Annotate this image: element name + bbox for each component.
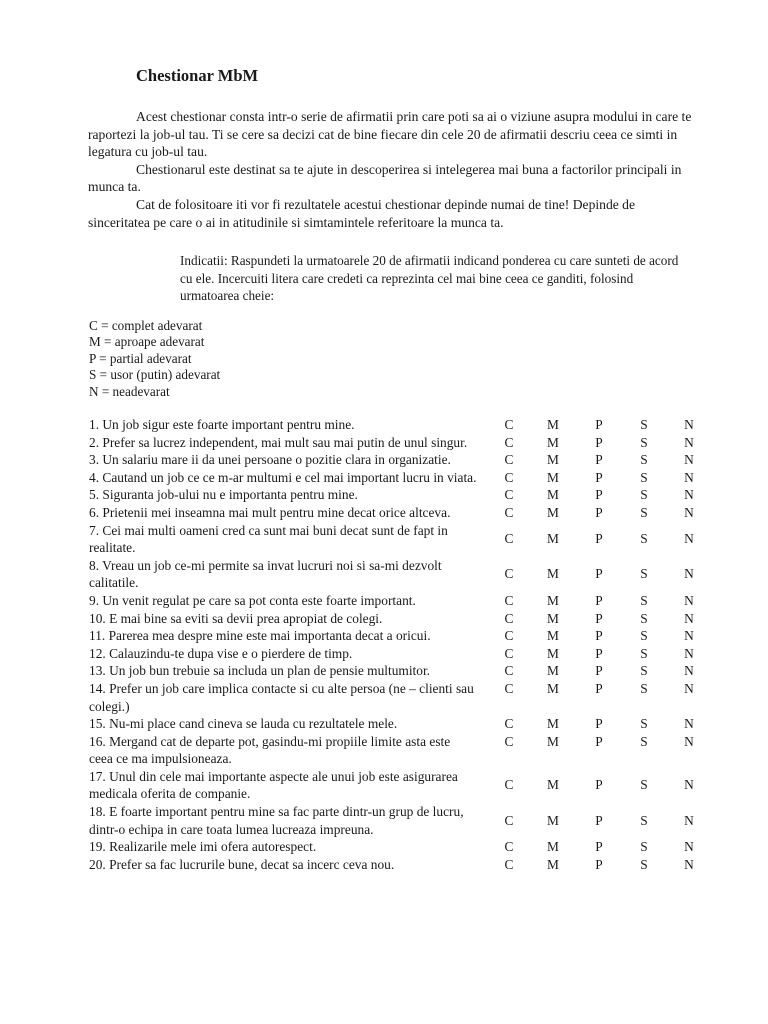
legend-item: M = aproape adevarat (89, 334, 205, 350)
question-text: 9. Un venit regulat pe care sa pot conta este foarte important. (89, 592, 416, 608)
answer-options (89, 627, 709, 645)
answer-option-p[interactable]: P (595, 645, 603, 661)
answer-option-p[interactable]: P (595, 566, 603, 582)
question-row (89, 680, 709, 715)
question-row (89, 803, 709, 838)
answer-option-m[interactable]: M (547, 566, 559, 582)
answer-option-s[interactable]: S (640, 452, 648, 468)
answer-option-c[interactable]: C (504, 777, 514, 793)
answer-option-n[interactable]: N (684, 733, 694, 749)
answer-options (89, 768, 709, 803)
answer-option-m[interactable]: M (547, 592, 559, 608)
answer-option-s[interactable]: S (640, 716, 648, 732)
question-text: 19. Realizarile mele imi ofera autorespect. (89, 839, 317, 855)
question-row (89, 522, 709, 557)
question-text: 15. Nu-mi place cand cineva se lauda cu rezultatele mele. (89, 716, 398, 732)
answer-option-p[interactable]: P (595, 487, 603, 503)
answer-option-p[interactable]: P (595, 531, 603, 547)
question-row (89, 416, 709, 434)
answer-options (89, 592, 709, 610)
answer-option-c[interactable]: C (504, 628, 514, 644)
answer-key-legend (89, 318, 220, 400)
answer-option-s[interactable]: S (640, 733, 648, 749)
question-row (89, 856, 709, 874)
answer-options (89, 486, 709, 504)
question-row (89, 557, 709, 592)
answer-option-p[interactable]: P (595, 680, 603, 696)
answer-option-n[interactable]: N (684, 856, 694, 872)
answer-option-m[interactable]: M (547, 856, 559, 872)
answer-option-m[interactable]: M (547, 663, 559, 679)
answer-option-s[interactable]: S (640, 856, 648, 872)
answer-option-n[interactable]: N (684, 417, 694, 432)
answer-option-m[interactable]: M (547, 812, 559, 828)
indications-text: Indicatii: Raspundeti la urmatoarele 20 de afirmatii indicand ponderea cu care sunteti de acord cu ele. Incercuiti litera care credeti ca reprezinta cel mai bine ceea ce ganditi, folosind urmatoarea cheie: (180, 253, 679, 304)
answer-option-m[interactable]: M (547, 417, 559, 432)
answer-option-m[interactable]: M (547, 452, 559, 468)
answer-option-n[interactable]: N (684, 469, 694, 485)
answer-option-c[interactable]: C (504, 504, 514, 520)
answer-option-p[interactable]: P (595, 504, 603, 520)
question-row (89, 627, 709, 645)
answer-option-n[interactable]: N (684, 504, 694, 520)
answer-option-s[interactable]: S (640, 663, 648, 679)
answer-option-n[interactable]: N (684, 487, 694, 503)
answer-option-s[interactable]: S (640, 812, 648, 828)
question-row (89, 469, 709, 487)
answer-option-m[interactable]: M (547, 716, 559, 732)
answer-option-n[interactable]: N (684, 566, 694, 582)
legend-item: P = partial adevarat (89, 350, 192, 366)
answer-option-s[interactable]: S (640, 417, 648, 432)
answer-option-c[interactable]: C (504, 645, 514, 661)
answer-option-s[interactable]: S (640, 592, 648, 608)
question-text: 1. Un job sigur este foarte important pentru mine. (89, 417, 355, 432)
answer-option-s[interactable]: S (640, 566, 648, 582)
answer-option-s[interactable]: S (640, 487, 648, 503)
answer-option-p[interactable]: P (595, 733, 603, 749)
question-text: 13. Un job bun trebuie sa includa un plan de pensie multumitor. (89, 663, 431, 679)
answer-options (89, 469, 709, 487)
answer-option-s[interactable]: S (640, 645, 648, 661)
page-title: Chestionar MbM (136, 66, 259, 85)
answer-option-s[interactable]: S (640, 680, 648, 696)
answer-option-p[interactable]: P (595, 716, 603, 732)
answer-options (89, 662, 709, 680)
answer-option-m[interactable]: M (547, 628, 559, 644)
answer-option-c[interactable]: C (504, 856, 514, 872)
question-text: 17. Unul din cele mai importante aspecte ale unui job este asigurarea medicala oferita de companie. (89, 768, 458, 802)
answer-option-n[interactable]: N (684, 716, 694, 732)
question-row (89, 838, 709, 856)
answer-option-m[interactable]: M (547, 610, 559, 626)
answer-option-p[interactable]: P (595, 434, 603, 450)
answer-option-p[interactable]: P (595, 592, 603, 608)
question-row (89, 610, 709, 628)
answer-option-m[interactable]: M (547, 645, 559, 661)
answer-option-s[interactable]: S (640, 434, 648, 450)
answer-option-p[interactable]: P (595, 628, 603, 644)
answer-options (89, 434, 709, 452)
answer-options (89, 715, 709, 733)
answer-option-n[interactable]: N (684, 663, 694, 679)
question-text: 7. Cei mai multi oameni cred ca sunt mai buni decat sunt de fapt in realitate. (89, 522, 448, 556)
answer-option-s[interactable]: S (640, 531, 648, 547)
answer-options (89, 645, 709, 663)
answer-option-c[interactable]: C (504, 487, 514, 503)
legend-item: C = complet adevarat (89, 318, 203, 333)
answer-option-p[interactable]: P (595, 452, 603, 468)
answer-option-p[interactable]: P (595, 663, 603, 679)
answer-option-p[interactable]: P (595, 856, 603, 872)
answer-options (89, 680, 709, 715)
question-row (89, 768, 709, 803)
answer-options (89, 838, 709, 856)
question-row (89, 451, 709, 469)
answer-option-n[interactable]: N (684, 680, 694, 696)
answer-option-n[interactable]: N (684, 610, 694, 626)
answer-option-s[interactable]: S (640, 469, 648, 485)
answer-option-c[interactable]: C (504, 434, 514, 450)
legend-item: N = neadevarat (89, 383, 170, 399)
answer-option-p[interactable]: P (595, 469, 603, 485)
question-text: 3. Un salariu mare ii da unei persoane o pozitie clara in organizatie. (89, 452, 451, 468)
answer-options (89, 522, 709, 557)
answer-option-s[interactable]: S (640, 777, 648, 793)
legend-item: S = usor (putin) adevarat (89, 367, 221, 383)
answer-option-p[interactable]: P (595, 812, 603, 828)
question-row (89, 733, 709, 768)
answer-option-c[interactable]: C (504, 592, 514, 608)
question-text: 20. Prefer sa fac lucrurile bune, decat sa incerc ceva nou. (89, 856, 395, 872)
answer-option-c[interactable]: C (504, 812, 514, 828)
question-text: 14. Prefer un job care implica contacte si cu alte persoa (ne – clienti sau colegi.) (89, 680, 474, 714)
question-text: 5. Siguranta job-ului nu e importanta pentru mine. (89, 487, 358, 503)
answer-option-c[interactable]: C (504, 469, 514, 485)
intro-paragraph: Chestionarul este destinat sa te ajute in descoperirea si intelegerea mai buna a factorilor principali in munca ta. (88, 161, 682, 195)
intro-section (88, 108, 694, 231)
answer-option-c[interactable]: C (504, 610, 514, 626)
answer-option-p[interactable]: P (595, 610, 603, 626)
question-text: 12. Calauzindu-te dupa vise e o pierdere de timp. (89, 645, 353, 661)
answer-option-m[interactable]: M (547, 839, 559, 855)
answer-option-n[interactable]: N (684, 645, 694, 661)
answer-option-n[interactable]: N (684, 839, 694, 855)
question-text: 2. Prefer sa lucrez independent, mai mult sau mai putin de unul singur. (89, 434, 468, 450)
question-text: 4. Cautand un job ce ce m-ar multumi e cel mai important lucru in viata. (89, 469, 477, 485)
answer-option-p[interactable]: P (595, 417, 603, 432)
answer-option-n[interactable]: N (684, 777, 694, 793)
question-row (89, 592, 709, 610)
answer-option-c[interactable]: C (504, 680, 514, 696)
answer-options (89, 504, 709, 522)
answer-option-c[interactable]: C (504, 417, 514, 432)
answer-option-c[interactable]: C (504, 531, 514, 547)
answer-option-m[interactable]: M (547, 434, 559, 450)
answer-options (89, 733, 709, 768)
question-text: 18. E foarte important pentru mine sa fac parte dintr-un grup de lucru, dintr-o echipa in care toata lumea lucreaza impreuna. (89, 804, 464, 837)
answer-options (89, 856, 709, 874)
answer-options (89, 803, 709, 838)
answer-option-p[interactable]: P (595, 777, 603, 793)
question-row (89, 662, 709, 680)
answer-option-m[interactable]: M (547, 531, 559, 547)
answer-option-m[interactable]: M (547, 680, 559, 696)
question-row (89, 486, 709, 504)
answer-options (89, 451, 709, 469)
answer-option-c[interactable]: C (504, 716, 514, 732)
answer-option-c[interactable]: C (504, 452, 514, 468)
answer-option-s[interactable]: S (640, 628, 648, 644)
answer-option-s[interactable]: S (640, 504, 648, 520)
answer-option-c[interactable]: C (504, 566, 514, 582)
answer-option-s[interactable]: S (640, 839, 648, 855)
question-text: 6. Prietenii mei inseamna mai mult pentru mine decat orice altceva. (89, 504, 451, 520)
question-row (89, 715, 709, 733)
answer-option-n[interactable]: N (684, 628, 694, 644)
question-text: 16. Mergand cat de departe pot, gasindu-mi propiile limite asta este ceea ce ma impulsioneaza. (89, 733, 451, 767)
answer-option-m[interactable]: M (547, 487, 559, 503)
question-row (89, 645, 709, 663)
intro-paragraph: Acest chestionar consta intr-o serie de afirmatii prin care poti sa ai o viziune asupra modului in care te raportezi la job-ul tau. Ti se cere sa decizi cat de bine fiecare din cele 20 de afirmatii descriu ceea ce simti in legatura cu job-ul tau. (88, 109, 692, 160)
answer-option-n[interactable]: N (684, 812, 694, 828)
answer-options (89, 416, 709, 434)
answer-option-n[interactable]: N (684, 434, 694, 450)
answer-option-m[interactable]: M (547, 504, 559, 520)
answer-option-c[interactable]: C (504, 839, 514, 855)
answer-option-s[interactable]: S (640, 610, 648, 626)
answer-option-n[interactable]: N (684, 452, 694, 468)
question-text: 11. Parerea mea despre mine este mai importanta decat a oricui. (89, 628, 431, 644)
answer-option-c[interactable]: C (504, 733, 514, 749)
answer-options (89, 610, 709, 628)
intro-paragraph: Cat de folositoare iti vor fi rezultatele acestui chestionar depinde numai de tine! Depinde de sinceritatea pe care o ai in atitudinile si simtamintele referitoare la munca ta. (88, 196, 636, 230)
question-text: 8. Vreau un job ce-mi permite sa invat lucruri noi si sa-mi dezvolt calitatile. (89, 557, 442, 591)
answer-options (89, 557, 709, 592)
answer-option-p[interactable]: P (595, 839, 603, 855)
questions-list (89, 416, 709, 873)
answer-option-m[interactable]: M (547, 469, 559, 485)
answer-option-c[interactable]: C (504, 663, 514, 679)
question-text: 10. E mai bine sa eviti sa devii prea apropiat de colegi. (89, 610, 383, 626)
answer-option-m[interactable]: M (547, 733, 559, 749)
answer-option-m[interactable]: M (547, 777, 559, 793)
question-row (89, 434, 709, 452)
answer-option-n[interactable]: N (684, 592, 694, 608)
question-row (89, 504, 709, 522)
answer-option-n[interactable]: N (684, 531, 694, 547)
